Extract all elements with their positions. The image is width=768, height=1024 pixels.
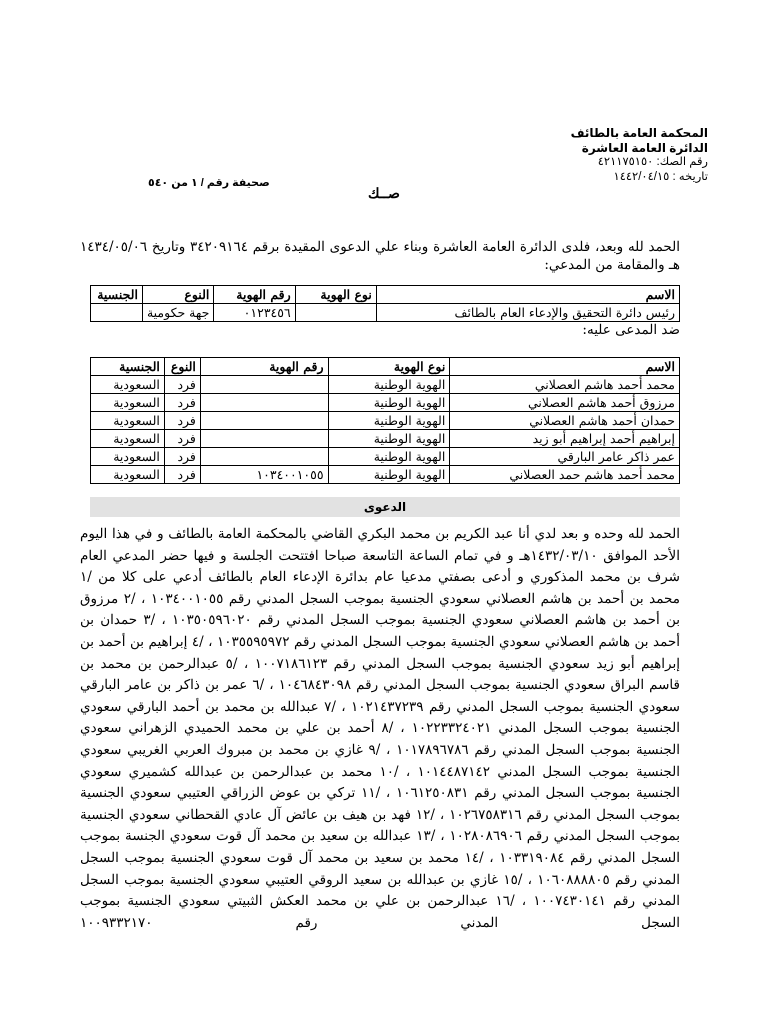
deed-number: ٤٢١١٧٥١٥٠ [597,156,654,168]
cell-nationality: السعودية [91,466,165,484]
cell-id-number [200,412,328,430]
claim-body [80,524,680,934]
col-kind: النوع [164,358,200,376]
table-row [91,376,680,394]
table-row [91,466,680,484]
table-header-row [91,286,680,304]
cell-id-number: ٠١٢٣٤٥٦ [214,304,295,322]
table-header-row [91,358,680,376]
cell-id-number: ١٠٣٤٠٠١٠٥٥ [200,466,328,484]
cell-kind: فرد [164,412,200,430]
cell-name: محمد أحمد هاشم العصلاني [450,376,680,394]
section-title: الدعوى [90,497,680,517]
date-label: تاريخه : [672,170,708,183]
claim-paragraph: الحمد لله وحده و بعد لدي أنا عبد الكريم بن محمد البكري القاضي بالمحكمة العامة بالطائف و في هذا اليوم الأحد الموافق ١٤٣٢/٠٣/١٠هـ و في تمام الساعة التاسعة صباحا افتتحت الجلسة و فيها حضر المدعي العام شرف بن محمد المذكوري و أدعى بصفتي مدعيا عام بدائرة الإدعاء العام بالطائف أدعي على كلا من /١ محمد بن أحمد بن هاشم العصلاني سعودي الجنسية بموجب السجل المدني رقم ١٠٣٤٠٠١٠٥٥ ، /٢ مرزوق بن أحمد بن هاشم العصلاني سعودي الجنسية بموجب السجل المدني رقم ١٠٣٥٠٥٩٦٠٢٠ ، /٣ حمدان بن أحمد بن هاشم العصلاني سعودي الجنسية بموجب السجل المدني رقم ١٠٣٥٥٩٥٩٧٢ ، /٤ إبراهيم بن أحمد بن إبراهيم أبو زيد سعودي الجنسية بموجب السجل المدني رقم ١٠٠٧١٨٦١٢٣ ، /٥ عبدالرحمن بن محمد بن قاسم البراق سعودي الجنسية بموجب السجل المدني رقم ١٠٤٦٨٤٣٠٩٨ ، /٦ عمر بن ذاكر بن عامر البارقي سعودي الجنسية بموجب السجل المدني رقم ١٠٢١٤٣٧٢٣٩ ، /٧ عبدالله بن محمد بن أحمد البارقي سعودي الجنسية بموجب السجل المدني ١٠٢٢٣٣٢٤٠٢١ ، /٨ أحمد بن علي بن محمد الحميدي الزهراني سعودي الجنسية بموجب السجل المدني رقم ١٠١٧٨٩٦٧٨٦ ، /٩ غازي بن محمد بن مبروك العربي الغريبي سعودي الجنسية بموجب السجل المدني ١٠١٤٤٨٧١٤٢ ، /١٠ محمد بن عبدالرحمن بن عبدالله كشميري سعودي الجنسية بموجب السجل المدني رقم ١٠٦١٢٥٠٨٣١ ، /١١ تركي بن عوض الزراقي العتيبي سعودي الجنسية بموجب السجل المدني رقم ١٠٢٦٧٥٨٣١٦ ، /١٢ فهد بن هيف بن عائض آل عادي القحطاني سعودي الجنسية بموجب السجل المدني رقم ١٠٢٨٠٨٦٩٠٦ ، /١٣ عبدالله بن سعيد بن محمد آل قوت سعودي الجنسة بموجب السجل المدني رقم ١٠٣٣١٩٠٨٤ ، /١٤ محمد بن سعيد بن محمد آل قوت سعودي الجنسية بموجب السجل المدني رقم ١٠٦٠٨٨٨٨٠٥ ، /١٥ غازي بن عبدالله بن سعيد الروقي العتيبي سعودي الجنسية بموجب السجل المدني رقم ١٠٠٧٤٣٠١٤١ ، /١٦ عبدالرحمن بن علي بن محمد العكش الثبيتي سعودي الجنسية بموجب السجل المدني رقم ١٠٠٩٣٣٢١٧٠ [80,526,681,931]
cell-kind: جهة حكومية [142,304,213,322]
intro-paragraph: الحمد لله وبعد، فلدى الدائرة العامة العاشرة وبناء علي الدعوى المقيدة برقم ٣٤٢٠٩١٦٤ وتاريخ ١٤٣٤/٠٥/٠٦ هـ والمقامة من المدعي: [80,239,680,273]
deed-number-label: رقم الصك: [656,156,708,168]
cell-id-type: الهوية الوطنية [328,466,450,484]
page-number: صحيفة رقم / ١ من ٥٤٠ [148,177,270,189]
court-header [571,126,708,184]
col-name: الاسم [376,286,679,304]
deed-number-line [571,155,708,170]
cell-id-type: الهوية الوطنية [328,394,450,412]
cell-nationality: السعودية [91,394,165,412]
cell-id-type [295,304,376,322]
cell-kind: فرد [164,430,200,448]
cell-kind: فرد [164,376,200,394]
table-row [91,412,680,430]
col-id-type: نوع الهوية [328,358,450,376]
cell-nationality: السعودية [91,448,165,466]
col-id-type: نوع الهوية [295,286,376,304]
cell-nationality [91,304,143,322]
cell-id-number [200,448,328,466]
cell-id-type: الهوية الوطنية [328,448,450,466]
cell-kind: فرد [164,448,200,466]
col-name: الاسم [450,358,680,376]
cell-id-number [200,430,328,448]
defendant-table [90,357,680,484]
col-kind: النوع [142,286,213,304]
col-nationality: الجنسية [91,286,143,304]
doc-title: صــك [368,186,400,202]
cell-name: محمد أحمد هاشم حمد العصلاني [450,466,680,484]
date-line [571,170,708,185]
cell-id-type: الهوية الوطنية [328,430,450,448]
col-id-number: رقم الهوية [214,286,295,304]
table-row [91,448,680,466]
cell-name: إبراهيم أحمد إبراهيم أبو زيد [450,430,680,448]
date-value: ١٤٤٢/٠٤/١٥ [613,170,670,183]
cell-nationality: السعودية [91,430,165,448]
court-name: المحكمة العامة بالطائف [570,126,708,140]
table-row [91,304,680,322]
col-nationality: الجنسية [91,358,165,376]
cell-id-number [200,376,328,394]
plaintiff-table [90,285,680,322]
cell-id-type: الهوية الوطنية [328,412,450,430]
cell-id-number [200,394,328,412]
cell-name: رئيس دائرة التحقيق والإدعاء العام بالطائف [376,304,679,322]
col-id-number: رقم الهوية [200,358,328,376]
cell-nationality: السعودية [91,376,165,394]
cell-name: مرزوق أحمد هاشم العصلاني [450,394,680,412]
table-row [91,430,680,448]
cell-kind: فرد [164,394,200,412]
table-row [91,394,680,412]
cell-kind: فرد [164,466,200,484]
cell-name: حمدان أحمد هاشم العصلاني [450,412,680,430]
cell-id-type: الهوية الوطنية [328,376,450,394]
circuit-name: الدائرة العامة العاشرة [581,140,708,155]
cell-nationality: السعودية [91,412,165,430]
cell-name: عمر ذاكر عامر البارقي [450,448,680,466]
defendant-label: ضد المدعى عليه: [582,322,680,338]
